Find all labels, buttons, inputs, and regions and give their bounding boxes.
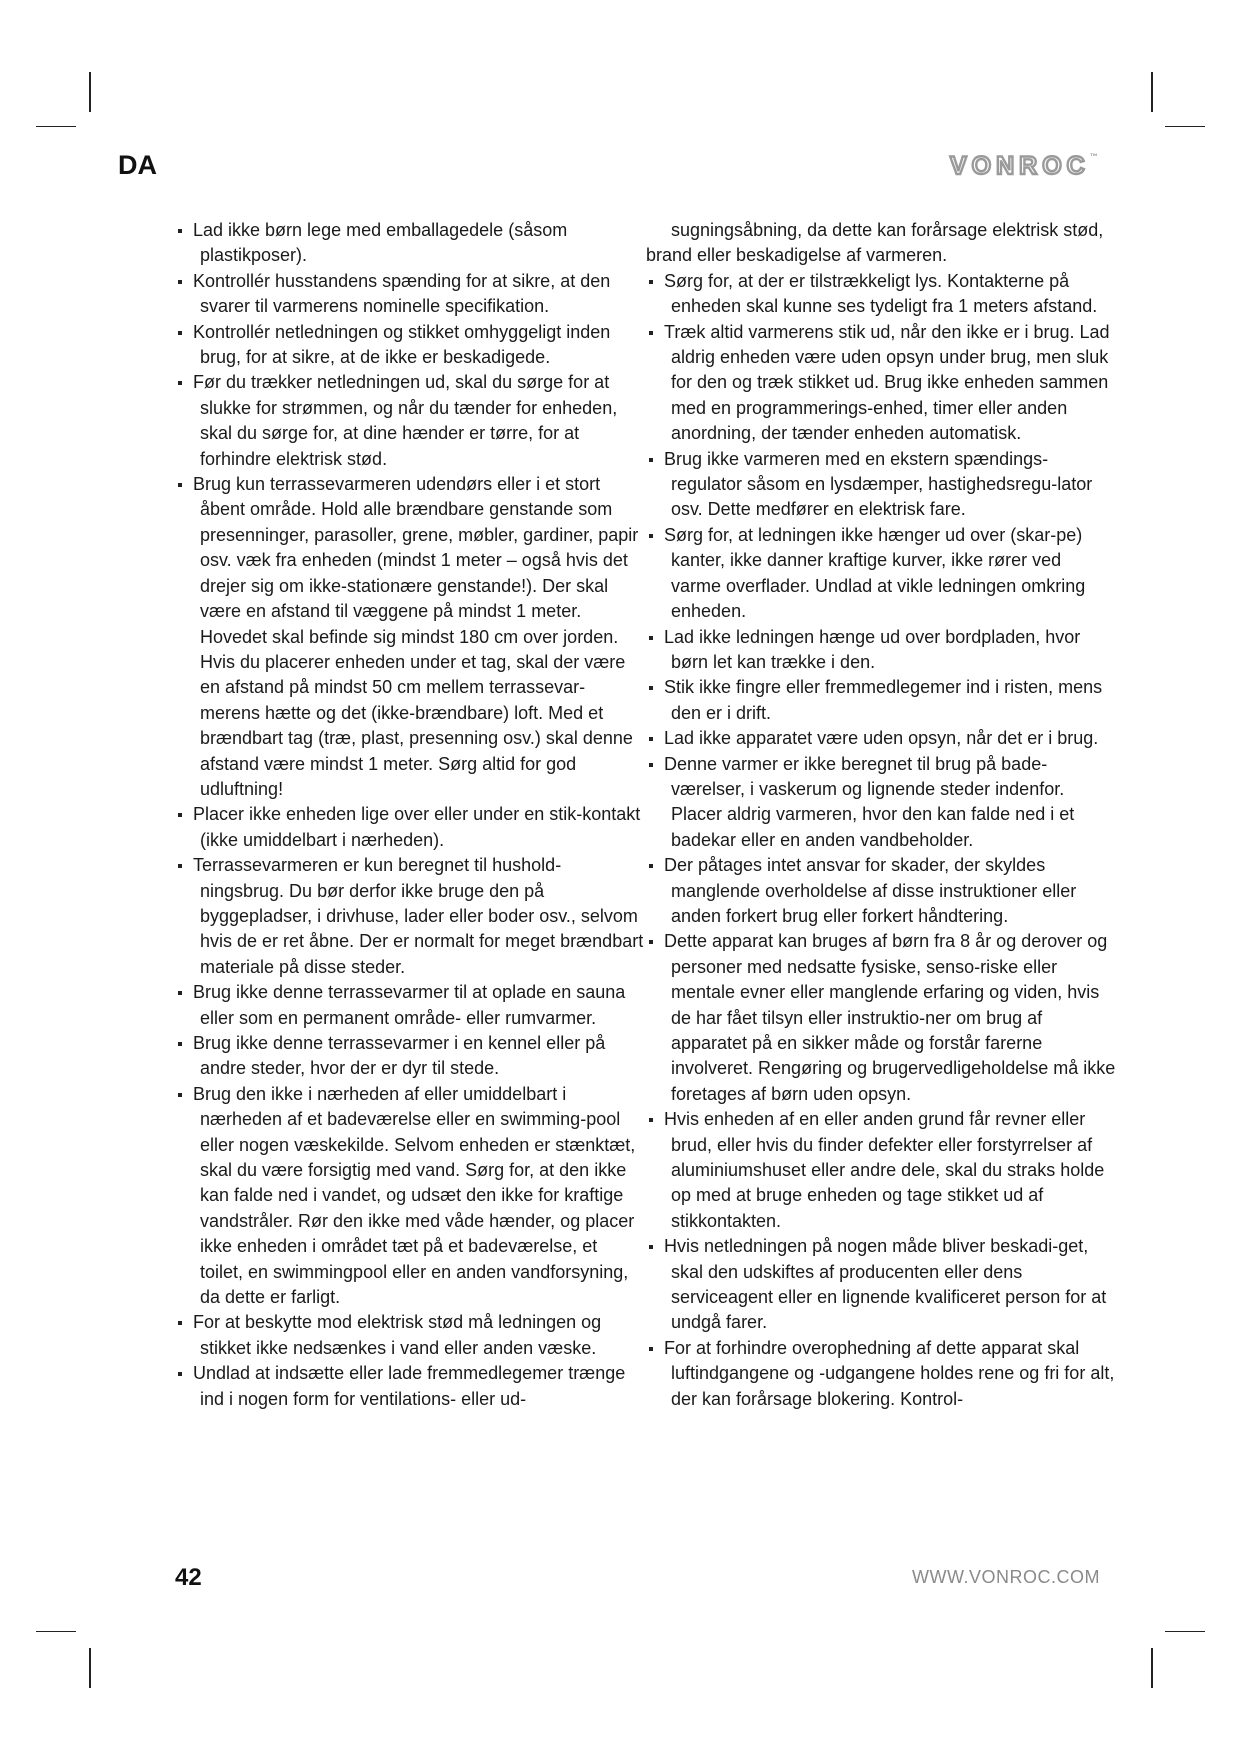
list-item: Sørg for, at der er tilstrækkeligt lys. Kontakterne på enheden skal kunne ses tydeligt fra 1 meters afstand. bbox=[646, 269, 1116, 320]
continued-text: sugningsåbning, da dette kan forårsage elektrisk stød, brand eller beskadigelse af varmeren. bbox=[646, 220, 1104, 266]
list-item: For at beskytte mod elektrisk stød må ledningen og stikket ikke nedsænkes i vand eller anden væske. bbox=[175, 1310, 645, 1361]
list-item: Dette apparat kan bruges af børn fra 8 år og derover og personer med nedsatte fysiske, senso-riske eller mentale evner eller manglende erfaring og viden, hvis de har fået tilsyn eller instruktio-ner om brug af apparatet på en sikker måde og forstår farerne involveret. Rengøring og brugervedligeholdelse må ikke foretages af børn uden opsyn. bbox=[646, 929, 1116, 1107]
list-item: Denne varmer er ikke beregnet til brug på bade-værelser, i vaskerum og lignende steder indenfor. Placer aldrig varmeren, hvor den kan falde ned i et badekar eller en anden vandbeholder. bbox=[646, 752, 1116, 854]
list-item: Stik ikke fingre eller fremmedlegemer ind i risten, mens den er i drift. bbox=[646, 675, 1116, 726]
list-item: Brug den ikke i nærheden af eller umiddelbart i nærheden af et badeværelse eller en swimming-pool eller nogen væskekilde. Selvom enheden er stænktæt, skal du være forsigtig med vand. Sørg for, at den ikke kan falde ned i vandet, og udsæt den ikke for kraftige vandstråler. Rør den ikke med våde hænder, og placer ikke enheden i området tæt på et badeværelse, et toilet, en swimmingpool eller en anden vandforsyning, da dette er farligt. bbox=[175, 1082, 645, 1311]
page-number: 42 bbox=[175, 1564, 202, 1591]
safety-list-right bbox=[646, 269, 1116, 1412]
list-item: Kontrollér husstandens spænding for at sikre, at den svarer til varmerens nominelle specifikation. bbox=[175, 269, 645, 320]
trademark-mark: ™ bbox=[1089, 152, 1098, 161]
list-item: Før du trækker netledningen ud, skal du sørge for at slukke for strømmen, og når du tænder for enheden, skal du sørge for, at dine hænder er tørre, for at forhindre elektrisk stød. bbox=[175, 370, 645, 472]
list-item: Kontrollér netledningen og stikket omhyggeligt inden brug, for at sikre, at de ikke er beskadigede. bbox=[175, 320, 645, 371]
brand-logo: VONROC™ bbox=[950, 152, 1098, 180]
crop-mark-bottom-left-horizontal bbox=[36, 1631, 76, 1632]
list-item: Brug ikke varmeren med en ekstern spændings-regulator såsom en lysdæmper, hastighedsregu-lator osv. Dette medfører en elektrisk fare. bbox=[646, 447, 1116, 523]
crop-mark-bottom-right-vertical bbox=[1151, 1648, 1153, 1688]
right-column bbox=[646, 218, 1116, 1412]
language-code: DA bbox=[118, 150, 157, 180]
list-item: Hvis enheden af en eller anden grund får revner eller brud, eller hvis du finder defekter eller forstyrrelser af aluminiumshuset eller andre dele, skal du straks holde op med at bruge enheden og tage stikket ud af stikkontakten. bbox=[646, 1107, 1116, 1234]
crop-mark-top-left-horizontal bbox=[36, 126, 76, 127]
left-column bbox=[175, 218, 645, 1412]
list-item: Hvis netledningen på nogen måde bliver beskadi-get, skal den udskiftes af producenten eller dens serviceagent eller en lignende kvalificeret person for at undgå farer. bbox=[646, 1234, 1116, 1336]
list-item: Lad ikke apparatet være uden opsyn, når det er i brug. bbox=[646, 726, 1116, 751]
list-item: Lad ikke ledningen hænge ud over bordpladen, hvor børn let kan trække i den. bbox=[646, 625, 1116, 676]
list-item: Brug ikke denne terrassevarmer i en kennel eller på andre steder, hvor der er dyr til stede. bbox=[175, 1031, 645, 1082]
list-item: Undlad at indsætte eller lade fremmedlegemer trænge ind i nogen form for ventilations- eller ud- bbox=[175, 1361, 645, 1412]
list-item: Der påtages intet ansvar for skader, der skyldes manglende overholdelse af disse instruktioner eller anden forkert brug eller forkert håndtering. bbox=[646, 853, 1116, 929]
list-item: Placer ikke enheden lige over eller under en stik-kontakt (ikke umiddelbart i nærheden). bbox=[175, 802, 645, 853]
safety-list-left bbox=[175, 218, 645, 1412]
list-item: Træk altid varmerens stik ud, når den ikke er i brug. Lad aldrig enheden være uden opsyn under brug, men sluk for den og træk stikket ud. Brug ikke enheden sammen med en programmerings-enhed, timer eller anden anordning, der tænder enheden automatisk. bbox=[646, 320, 1116, 447]
website-url: WWW.VONROC.COM bbox=[912, 1567, 1100, 1587]
crop-mark-top-left-vertical bbox=[89, 72, 91, 112]
crop-mark-top-right-horizontal bbox=[1165, 126, 1205, 127]
crop-mark-bottom-right-horizontal bbox=[1165, 1631, 1205, 1632]
crop-mark-bottom-left-vertical bbox=[89, 1648, 91, 1688]
list-item: For at forhindre overophedning af dette apparat skal luftindgangene og -udgangene holdes rene og fri for alt, der kan forårsage blokering. Kontrol- bbox=[646, 1336, 1116, 1412]
list-item: Sørg for, at ledningen ikke hænger ud over (skar-pe) kanter, ikke danner kraftige kurver, ikke rører ved varme overflader. Undlad at vikle ledningen omkring enheden. bbox=[646, 523, 1116, 625]
list-item: Lad ikke børn lege med emballagedele (såsom plastikposer). bbox=[175, 218, 645, 269]
list-item: Terrassevarmeren er kun beregnet til hushold-ningsbrug. Du bør derfor ikke bruge den på byggepladser, i drivhuse, lader eller boder osv., selvom hvis de er ret åbne. Der er normalt for meget brændbart materiale på disse steder. bbox=[175, 853, 645, 980]
list-item: Brug ikke denne terrassevarmer til at oplade en sauna eller som en permanent område- eller rumvarmer. bbox=[175, 980, 645, 1031]
list-item: Brug kun terrassevarmeren udendørs eller i et stort åbent område. Hold alle brændbare genstande som presenninger, parasoller, grene, møbler, gardiner, papir osv. væk fra enheden (mindst 1 meter – også hvis det drejer sig om ikke-stationære genstande!). Der skal være en afstand til væggene på mindst 1 meter. Hovedet skal befinde sig mindst 180 cm over jorden. Hvis du placerer enheden under et tag, skal der være en afstand på mindst 50 cm mellem terrassevar-merens hætte og det (ikke-brændbare) loft. Med et brændbart tag (træ, plast, presenning osv.) skal denne afstand være mindst 1 meter. Sørg altid for god udluftning! bbox=[175, 472, 645, 802]
crop-mark-top-right-vertical bbox=[1151, 72, 1153, 112]
